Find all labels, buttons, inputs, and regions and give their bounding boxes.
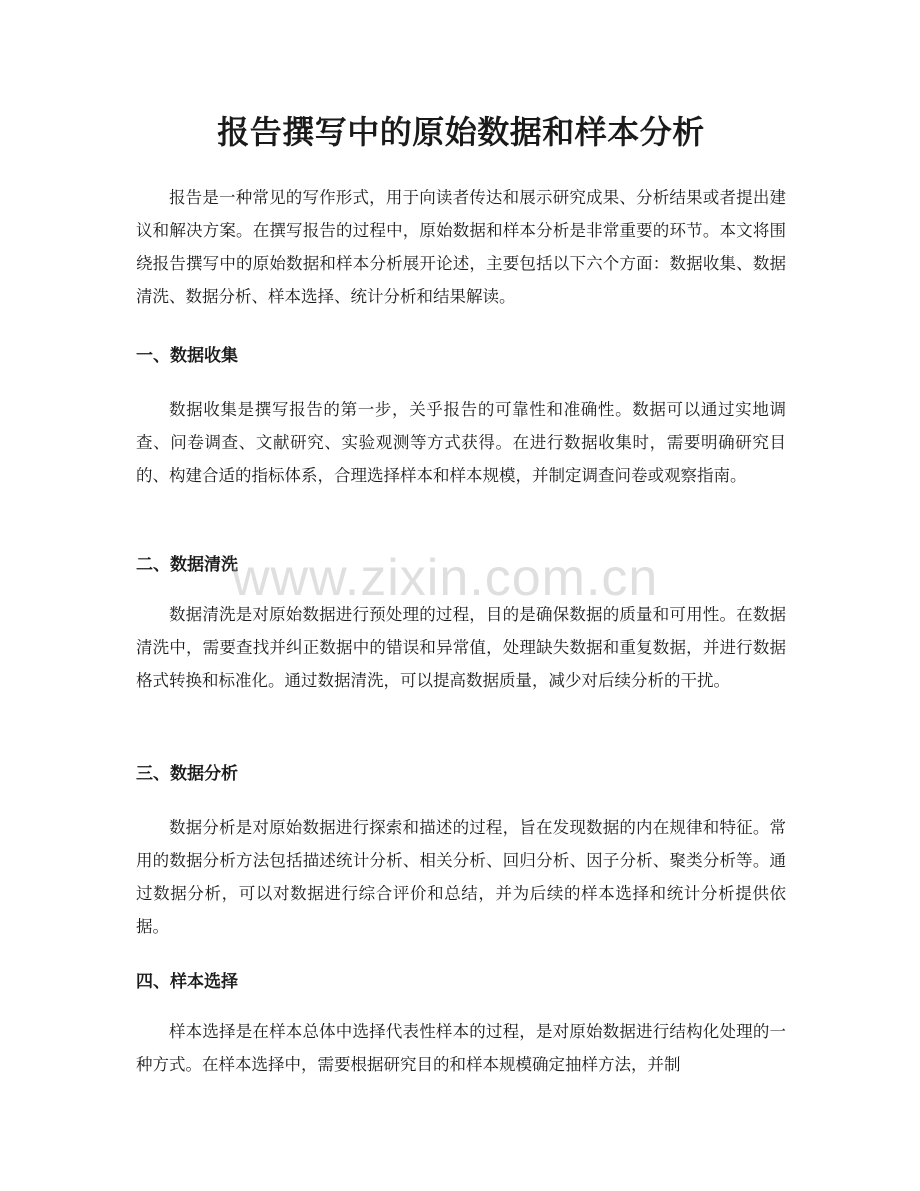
section-heading-2: 二、数据清洗 (136, 555, 238, 575)
section-heading-3: 三、数据分析 (136, 764, 238, 784)
section-body-3: 数据分析是对原始数据进行探索和描述的过程，旨在发现数据的内在规律和特征。常用的数据分析方法包括描述统计分析、相关分析、回归分析、因子分析、聚类分析等。通过数据分析，可以对数据进行综合评价和总结，并为后续的样本选择和统计分析提供依据。 (136, 818, 786, 936)
section-body-1: 数据收集是撰写报告的第一步，关乎报告的可靠性和准确性。数据可以通过实地调查、问卷调查、文献研究、实验观测等方式获得。在进行数据收集时，需要明确研究目的、构建合适的指标体系，合理选择样本和样本规模，并制定调查问卷或观察指南。 (136, 400, 786, 485)
document-title: 报告撰写中的原始数据和样本分析 (217, 113, 705, 151)
section-heading-4: 四、样本选择 (136, 972, 238, 992)
section-body-4: 样本选择是在样本总体中选择代表性样本的过程，是对原始数据进行结构化处理的一种方式。在样本选择中，需要根据研究目的和样本规模确定抽样方法，并制 (136, 1022, 786, 1074)
section-heading-1: 一、数据收集 (136, 346, 238, 366)
intro-paragraph: 报告是一种常见的写作形式，用于向读者传达和展示研究成果、分析结果或者提出建议和解决方案。在撰写报告的过程中，原始数据和样本分析是非常重要的环节。本文将围绕报告撰写中的原始数据和样本分析展开论述，主要包括以下六个方面：数据收集、数据清洗、数据分析、样本选择、统计分析和结果解读。 (136, 188, 786, 306)
section-body-2: 数据清洗是对原始数据进行预处理的过程，目的是确保数据的质量和可用性。在数据清洗中，需要查找并纠正数据中的错误和异常值，处理缺失数据和重复数据，并进行数据格式转换和标准化。通过数据清洗，可以提高数据质量，减少对后续分析的干扰。 (136, 605, 786, 690)
watermark: www.zixin.com.cn (232, 549, 659, 607)
